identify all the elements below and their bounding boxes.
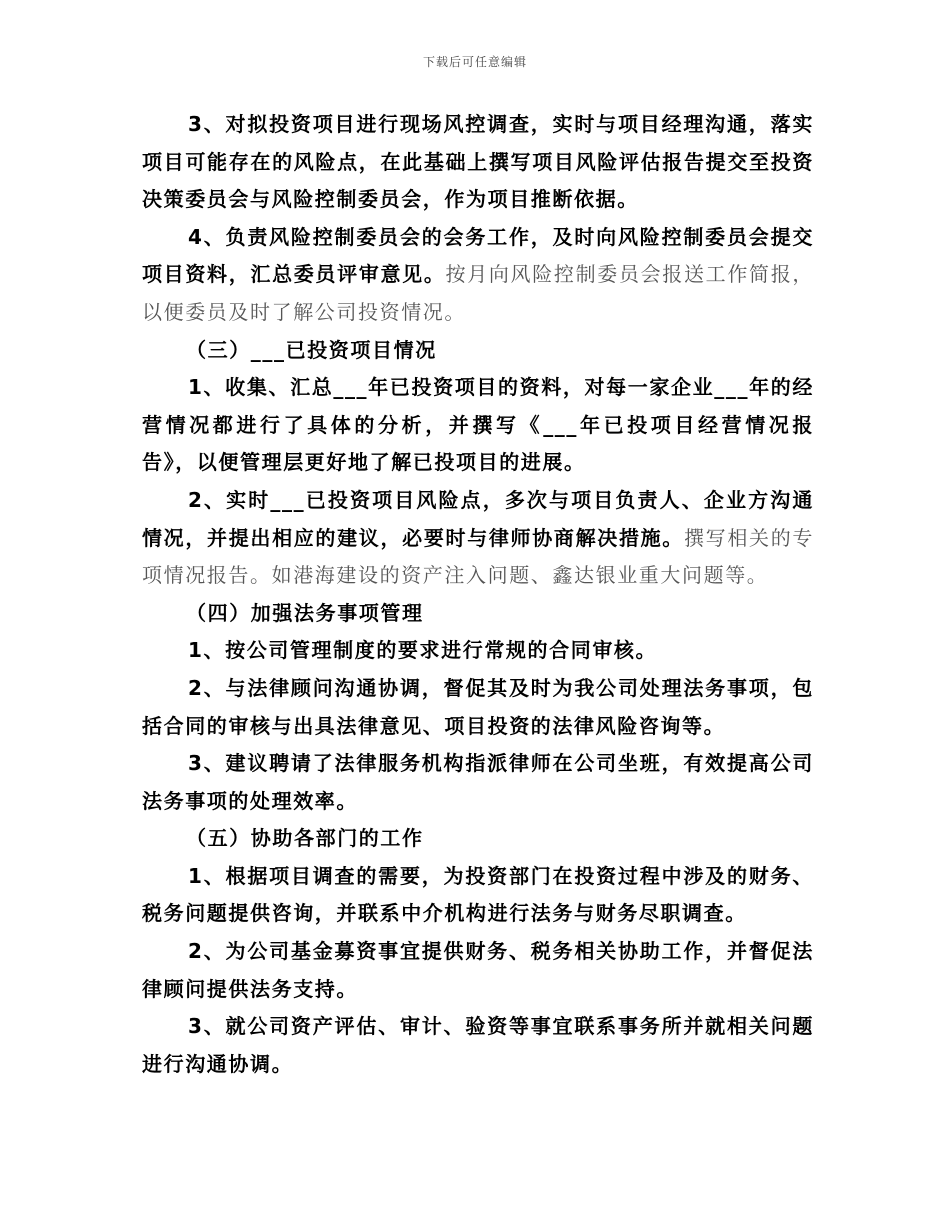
paragraph-invested-risk-main: 2、实时___已投资项目风险点，多次与项目负责人、企业方沟通情况，并提出相应的建议，必要时与律师协商解决措施。 <box>142 487 814 550</box>
paragraph-invested-risk <box>142 482 814 595</box>
paragraph-contract-review: 1、按公司管理制度的要求进行常规的合同审核。 <box>188 638 658 663</box>
paragraph-fundraising: 2、为公司基金募资事宜提供财务、税务相关协助工作，并督促法律顾问提供法务支持。 <box>142 939 814 1001</box>
paragraph-legal-counsel: 2、与法律顾问沟通协调，督促其及时为我公司处理法务事项，包括合同的审核与出具法律意见、项目投资的法律风险咨询等。 <box>142 675 814 738</box>
section-heading-5: （五）协助各部门的工作 <box>186 826 424 851</box>
page-header: 下载后可任意编辑 <box>422 55 527 69</box>
paragraph-finance-consult: 1、根据项目调查的需要，为投资部门在投资过程中涉及的财务、税务问题提供咨询，并联系中介机构进行法务与财务尽职调查。 <box>142 863 814 926</box>
paragraph-audit-coordination: 3、就公司资产评估、审计、验资等事宜联系事务所并就相关问题进行沟通协调。 <box>142 1014 814 1076</box>
paragraph-risk-investigation: 3、对拟投资项目进行现场风控调查，实时与项目经理沟通，落实项目可能存在的风险点，在此基础上撰写项目风险评估报告提交至投资决策委员会与风险控制委员会，作为项目推断依据。 <box>142 112 814 212</box>
paragraph-invested-data: 1、收集、汇总___年已投资项目的资料，对每一家企业___年的经营情况都进行了具体的分析，并撰写《___年已投项目经营情况报告》，以便管理层更好地了解已投项目的进展。 <box>142 375 814 475</box>
section-heading-3: （三）___已投资项目情况 <box>186 337 437 362</box>
section-heading-4: （四）加强法务事项管理 <box>186 600 424 625</box>
paragraph-lawyer-onsite: 3、建议聘请了法律服务机构指派律师在公司坐班，有效提高公司法务事项的处理效率。 <box>142 751 814 813</box>
paragraph-risk-committee <box>142 219 814 332</box>
paragraph-risk-committee-note: 按月向风险控制委员会报送工作简报，以便委员及时了解公司投资情况。 <box>142 262 814 324</box>
paragraph-risk-committee-main: 4、负责风险控制委员会的会务工作，及时向风险控制委员会提交项目资料，汇总委员评审意见。 <box>142 224 814 287</box>
paragraph-invested-risk-note: 撰写相关的专项情况报告。如港海建设的资产注入问题、鑫达银业重大问题等。 <box>142 525 814 588</box>
document-body <box>142 106 814 1083</box>
